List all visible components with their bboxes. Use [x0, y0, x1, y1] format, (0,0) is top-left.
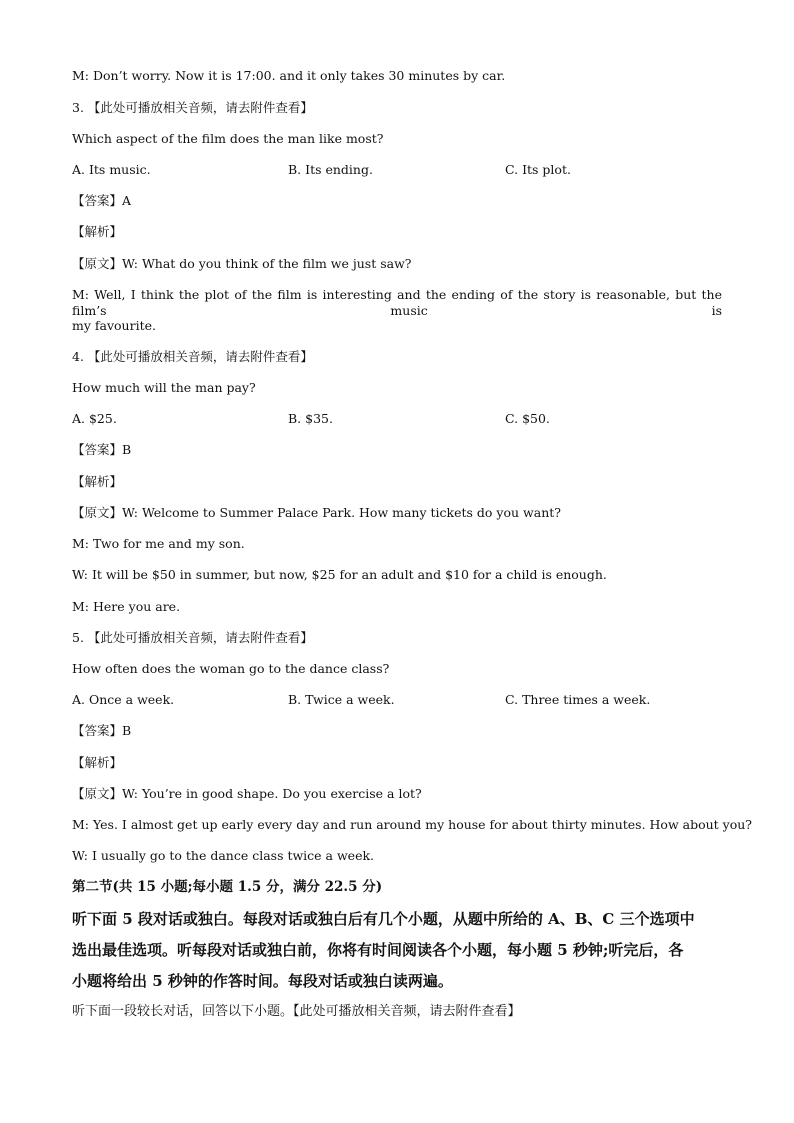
section-instructions-line: 选出最佳选项。听每段对话或独白前，你将有时间阅读各个小题，每小题 5 秒钟;听完后，各	[72, 941, 684, 959]
transcript-line: my favourite.	[72, 318, 156, 333]
lead-in-line: 听下面一段较长对话，回答以下小题。【此处可播放相关音频，请去附件查看】	[72, 1004, 521, 1019]
transcript-line: 【原文】W: What do you think of the film we just saw?	[72, 256, 412, 271]
option-c: C. $50.	[505, 411, 550, 426]
option-b: B. $35.	[288, 411, 333, 426]
analysis-line: 【解析】	[72, 224, 123, 239]
transcript-line: M: Two for me and my son.	[72, 536, 245, 551]
answer-line: 【答案】A	[72, 193, 132, 208]
question-text: How much will the man pay?	[72, 380, 256, 395]
option-c: C. Its plot.	[505, 162, 571, 177]
transcript-line: W: It will be $50 in summer, but now, $25 for an adult and $10 for a child is enough.	[72, 567, 607, 582]
question-text: How often does the woman go to the dance class?	[72, 661, 390, 676]
transcript-line: M: Yes. I almost get up early every day and run around my house for about thirty minutes. How about you?	[72, 817, 752, 832]
transcript-line: M: Don’t worry. Now it is 17:00. and it only takes 30 minutes by car.	[72, 68, 506, 83]
option-b: B. Twice a week.	[288, 692, 395, 707]
section-heading: 第二节(共 15 小题;每小题 1.5 分，满分 22.5 分)	[72, 879, 383, 895]
section-instructions-line: 听下面 5 段对话或独白。每段对话或独白后有几个小题，从题中所给的 A、B、C 三个选项中	[72, 910, 695, 928]
answer-line: 【答案】B	[72, 723, 132, 738]
section-instructions-line: 小题将给出 5 秒钟的作答时间。每段对话或独白读两遍。	[72, 972, 453, 990]
question-number-line: 4. 【此处可播放相关音频，请去附件查看】	[72, 349, 313, 364]
transcript-line: 【原文】W: Welcome to Summer Palace Park. How many tickets do you want?	[72, 505, 561, 520]
question-number-line: 5. 【此处可播放相关音频，请去附件查看】	[72, 630, 313, 645]
option-a: A. Its music.	[72, 162, 151, 177]
transcript-line: W: I usually go to the dance class twice a week.	[72, 848, 375, 863]
transcript-line: M: Well, I think the plot of the film is interesting and the ending of the story is reasonable, but the film’s music is	[72, 287, 722, 318]
transcript-line: 【原文】W: You’re in good shape. Do you exercise a lot?	[72, 786, 422, 801]
option-a: A. Once a week.	[72, 692, 175, 707]
answer-line: 【答案】B	[72, 442, 132, 457]
analysis-line: 【解析】	[72, 755, 123, 770]
question-number-line: 3. 【此处可播放相关音频，请去附件查看】	[72, 100, 313, 115]
question-text: Which aspect of the film does the man like most?	[72, 131, 384, 146]
transcript-line: M: Here you are.	[72, 599, 181, 614]
analysis-line: 【解析】	[72, 474, 123, 489]
option-b: B. Its ending.	[288, 162, 373, 177]
option-a: A. $25.	[72, 411, 117, 426]
option-c: C. Three times a week.	[505, 692, 651, 707]
